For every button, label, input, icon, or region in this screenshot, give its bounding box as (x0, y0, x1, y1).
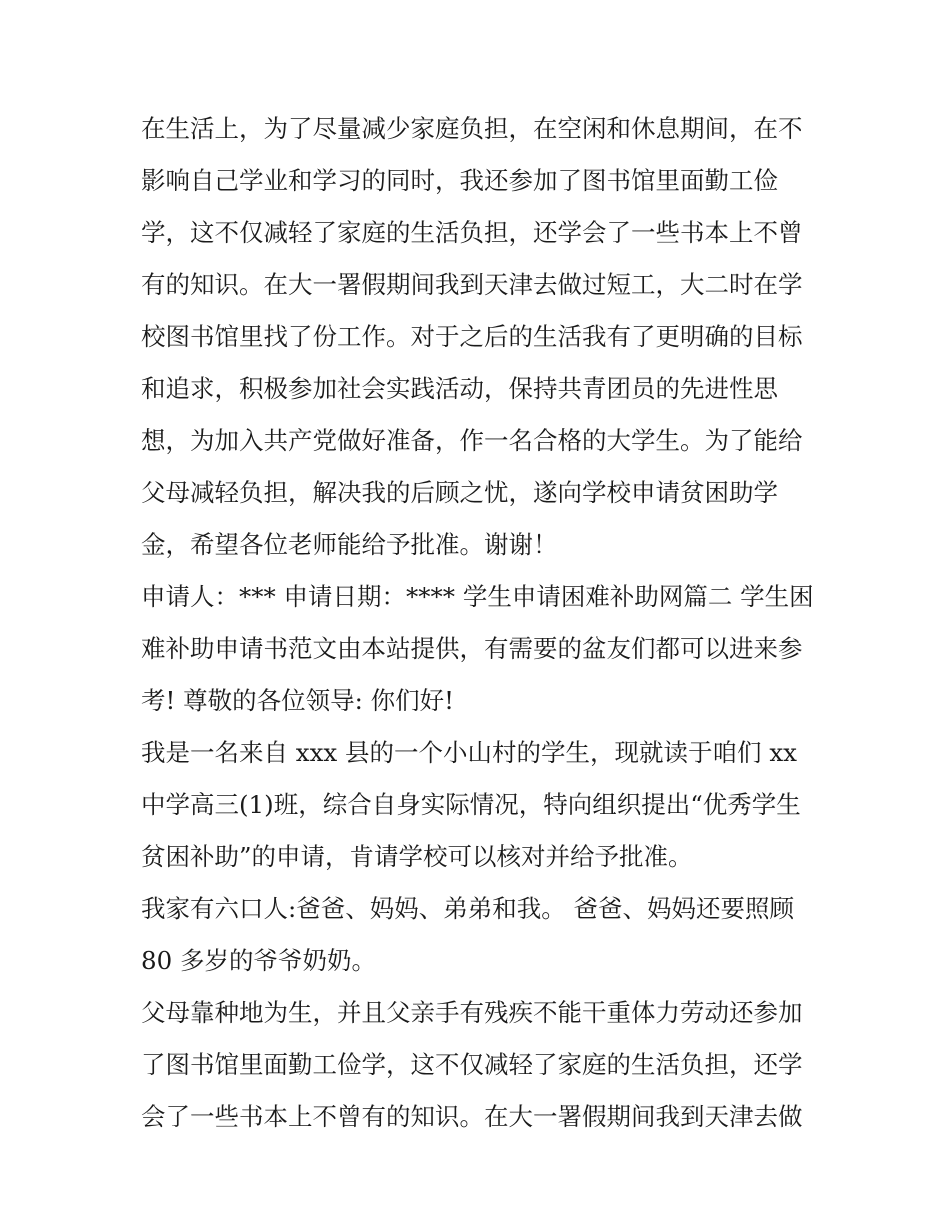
text-line: 80 多岁的爷爷奶奶。 (141, 946, 376, 975)
text-line: 难补助申请书范文由本站提供，有需要的盆友们都可以进来参 (141, 634, 803, 663)
text-line: 我是一名来自 xxx 县的一个小山村的学生，现就读于咱们 xx (141, 738, 797, 767)
text-line: 校图书馆里找了份工作。对于之后的生活我有了更明确的目标 (141, 322, 803, 351)
text-line: 中学高三(1)班，综合自身实际情况，特向组织提出“优秀学生 (141, 790, 801, 819)
text-line: 想，为加入共产党做好准备，作一名合格的大学生。为了能给 (141, 426, 803, 455)
text-line: 金，希望各位老师能给予批准。谢谢！ (141, 530, 558, 559)
text-line: 考! 尊敬的各位领导: 你们好! (141, 686, 455, 715)
text-line: 影响自己学业和学习的同时，我还参加了图书馆里面勤工俭 (141, 166, 778, 195)
text-line: 父母靠种地为生，并且父亲手有残疾不能干重体力劳动还参加 (141, 998, 803, 1027)
body-text (141, 108, 821, 1148)
text-line: 会了一些书本上不曾有的知识。在大一署假期间我到天津去做 (141, 1102, 803, 1131)
text-line: 父母减轻负担，解决我的后顾之忧，遂向学校申请贫困助学 (141, 478, 778, 507)
text-line: 我家有六口人:爸爸、妈妈、弟弟和我。 爸爸、妈妈还要照顾 (141, 894, 795, 923)
text-line: 在生活上，为了尽量减少家庭负担，在空闲和休息期间，在不 (141, 114, 803, 143)
text-line: 贫困补助”的申请，肯请学校可以核对并给予批准。 (141, 842, 693, 871)
text-line: 了图书馆里面勤工俭学，这不仅减轻了家庭的生活负担，还学 (141, 1050, 803, 1079)
text-line: 申请人：*** 申请日期：**** 学生申请困难补助网篇二 学生困 (141, 582, 814, 611)
text-line: 有的知识。在大一署假期间我到天津去做过短工，大二时在学 (141, 270, 803, 299)
text-line: 和追求，积极参加社会实践活动，保持共青团员的先进性思 (141, 374, 778, 403)
text-line: 学，这不仅减轻了家庭的生活负担，还学会了一些书本上不曾 (141, 218, 803, 247)
